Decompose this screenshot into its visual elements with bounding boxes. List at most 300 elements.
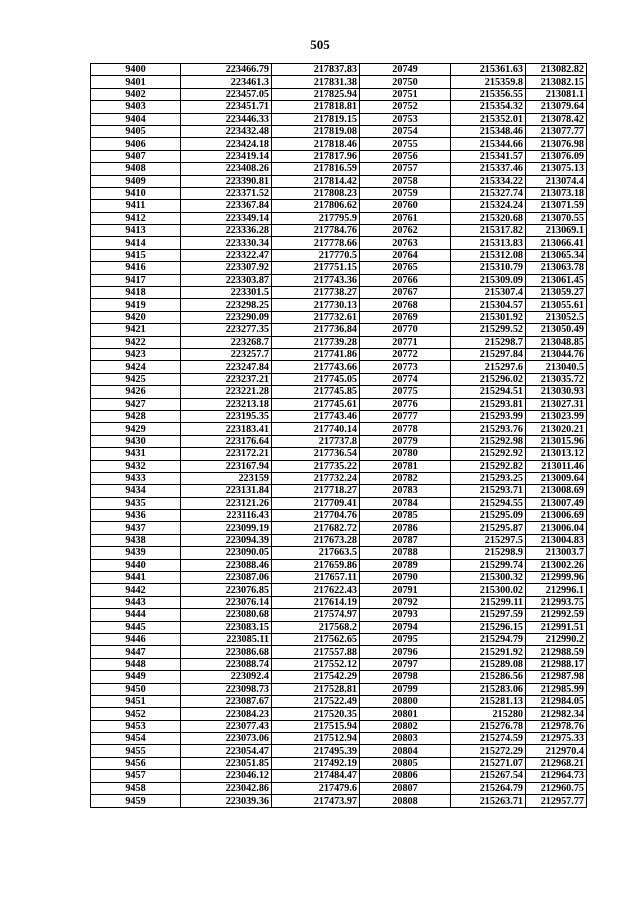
table-row — [91, 287, 587, 299]
cell-y-coordinate: 217473.97 — [272, 795, 360, 808]
cell-y-coordinate-2: 213048.85 — [526, 336, 587, 348]
cell-point-id: 9435 — [91, 497, 181, 509]
cell-x-coordinate: 223371.52 — [181, 187, 272, 199]
cell-y-coordinate: 217745.61 — [272, 398, 360, 410]
cell-point-id-2: 20783 — [360, 485, 451, 497]
cell-y-coordinate: 217622.43 — [272, 584, 360, 596]
cell-y-coordinate: 217738.27 — [272, 287, 360, 299]
cell-x-coordinate-2: 215267.54 — [451, 770, 526, 782]
cell-y-coordinate: 217562.65 — [272, 633, 360, 645]
cell-point-id-2: 20764 — [360, 249, 451, 261]
cell-y-coordinate-2: 213076.09 — [526, 150, 587, 162]
cell-x-coordinate: 223076.85 — [181, 584, 272, 596]
cell-point-id: 9401 — [91, 76, 181, 88]
cell-point-id: 9441 — [91, 572, 181, 584]
cell-x-coordinate: 223054.47 — [181, 745, 272, 757]
cell-y-coordinate-2: 212991.51 — [526, 621, 587, 633]
cell-y-coordinate-2: 212999.96 — [526, 572, 587, 584]
cell-y-coordinate: 217751.15 — [272, 262, 360, 274]
cell-x-coordinate-2: 215286.56 — [451, 671, 526, 683]
cell-point-id: 9414 — [91, 237, 181, 249]
cell-point-id-2: 20753 — [360, 113, 451, 125]
cell-y-coordinate: 217512.94 — [272, 733, 360, 745]
table-row — [91, 88, 587, 100]
cell-x-coordinate: 223257.7 — [181, 348, 272, 360]
cell-x-coordinate-2: 215300.02 — [451, 584, 526, 596]
cell-point-id: 9408 — [91, 163, 181, 175]
cell-point-id: 9412 — [91, 212, 181, 224]
cell-point-id: 9447 — [91, 646, 181, 658]
cell-point-id: 9452 — [91, 708, 181, 720]
cell-point-id: 9438 — [91, 534, 181, 546]
table-row — [91, 534, 587, 546]
cell-point-id-2: 20761 — [360, 212, 451, 224]
cell-point-id-2: 20775 — [360, 386, 451, 398]
cell-point-id-2: 20773 — [360, 361, 451, 373]
cell-y-coordinate-2: 213077.77 — [526, 125, 587, 137]
cell-point-id-2: 20765 — [360, 262, 451, 274]
cell-x-coordinate-2: 215312.08 — [451, 249, 526, 261]
cell-x-coordinate-2: 215294.79 — [451, 633, 526, 645]
table-row — [91, 150, 587, 162]
cell-x-coordinate-2: 215327.74 — [451, 187, 526, 199]
table-row — [91, 621, 587, 633]
cell-y-coordinate: 217831.38 — [272, 76, 360, 88]
cell-point-id-2: 20794 — [360, 621, 451, 633]
cell-y-coordinate-2: 213008.69 — [526, 485, 587, 497]
cell-y-coordinate: 217837.83 — [272, 64, 360, 76]
table-row — [91, 522, 587, 534]
cell-point-id: 9458 — [91, 782, 181, 794]
cell-point-id-2: 20796 — [360, 646, 451, 658]
cell-point-id-2: 20749 — [360, 64, 451, 76]
cell-y-coordinate: 217709.41 — [272, 497, 360, 509]
cell-y-coordinate: 217673.28 — [272, 534, 360, 546]
cell-y-coordinate-2: 213063.78 — [526, 262, 587, 274]
cell-y-coordinate-2: 212957.77 — [526, 795, 587, 808]
cell-x-coordinate: 223080.68 — [181, 609, 272, 621]
cell-y-coordinate-2: 212988.17 — [526, 658, 587, 670]
cell-x-coordinate-2: 215310.79 — [451, 262, 526, 274]
cell-x-coordinate: 223221.28 — [181, 386, 272, 398]
cell-y-coordinate: 217735.22 — [272, 460, 360, 472]
cell-y-coordinate-2: 213075.13 — [526, 163, 587, 175]
cell-y-coordinate: 217819.08 — [272, 125, 360, 137]
cell-y-coordinate: 217743.36 — [272, 274, 360, 286]
cell-x-coordinate-2: 215361.63 — [451, 64, 526, 76]
table-row — [91, 76, 587, 88]
table-row — [91, 113, 587, 125]
cell-x-coordinate-2: 215276.78 — [451, 720, 526, 732]
cell-x-coordinate: 223051.85 — [181, 757, 272, 769]
cell-point-id-2: 20779 — [360, 435, 451, 447]
cell-y-coordinate-2: 213082.15 — [526, 76, 587, 88]
cell-y-coordinate: 217492.19 — [272, 757, 360, 769]
table-row — [91, 695, 587, 707]
table-row — [91, 187, 587, 199]
cell-y-coordinate-2: 213052.5 — [526, 311, 587, 323]
cell-x-coordinate-2: 215280 — [451, 708, 526, 720]
table-row — [91, 572, 587, 584]
cell-x-coordinate: 223466.79 — [181, 64, 272, 76]
cell-x-coordinate-2: 215272.29 — [451, 745, 526, 757]
cell-y-coordinate: 217718.27 — [272, 485, 360, 497]
cell-x-coordinate-2: 215301.92 — [451, 311, 526, 323]
cell-x-coordinate-2: 215348.46 — [451, 125, 526, 137]
cell-point-id: 9426 — [91, 386, 181, 398]
cell-point-id-2: 20793 — [360, 609, 451, 621]
cell-y-coordinate: 217479.6 — [272, 782, 360, 794]
cell-x-coordinate-2: 215324.24 — [451, 200, 526, 212]
table-row — [91, 510, 587, 522]
cell-y-coordinate: 217552.12 — [272, 658, 360, 670]
cell-y-coordinate-2: 213066.41 — [526, 237, 587, 249]
cell-y-coordinate-2: 212960.75 — [526, 782, 587, 794]
table-row — [91, 348, 587, 360]
cell-point-id: 9403 — [91, 101, 181, 113]
cell-point-id-2: 20788 — [360, 547, 451, 559]
table-row — [91, 386, 587, 398]
cell-point-id: 9451 — [91, 695, 181, 707]
table-row — [91, 770, 587, 782]
cell-point-id: 9448 — [91, 658, 181, 670]
cell-point-id: 9450 — [91, 683, 181, 695]
cell-x-coordinate: 223077.43 — [181, 720, 272, 732]
cell-x-coordinate: 223303.87 — [181, 274, 272, 286]
table-row — [91, 200, 587, 212]
cell-y-coordinate: 217736.84 — [272, 324, 360, 336]
table-row — [91, 782, 587, 794]
cell-point-id-2: 20802 — [360, 720, 451, 732]
cell-x-coordinate-2: 215294.51 — [451, 386, 526, 398]
cell-x-coordinate-2: 215292.92 — [451, 448, 526, 460]
cell-point-id-2: 20798 — [360, 671, 451, 683]
cell-y-coordinate: 217784.76 — [272, 225, 360, 237]
cell-point-id-2: 20789 — [360, 559, 451, 571]
cell-y-coordinate-2: 213079.64 — [526, 101, 587, 113]
cell-x-coordinate-2: 215293.25 — [451, 472, 526, 484]
cell-point-id: 9409 — [91, 175, 181, 187]
cell-point-id: 9429 — [91, 423, 181, 435]
cell-point-id-2: 20763 — [360, 237, 451, 249]
cell-point-id: 9432 — [91, 460, 181, 472]
table-row — [91, 633, 587, 645]
table-row — [91, 547, 587, 559]
cell-point-id-2: 20751 — [360, 88, 451, 100]
cell-point-id-2: 20792 — [360, 596, 451, 608]
cell-y-coordinate-2: 213061.45 — [526, 274, 587, 286]
cell-x-coordinate-2: 215309.09 — [451, 274, 526, 286]
table-row — [91, 410, 587, 422]
cell-point-id: 9440 — [91, 559, 181, 571]
table-row — [91, 460, 587, 472]
cell-x-coordinate: 223183.41 — [181, 423, 272, 435]
table-row — [91, 274, 587, 286]
cell-x-coordinate: 223176.64 — [181, 435, 272, 447]
cell-y-coordinate-2: 213035.72 — [526, 373, 587, 385]
cell-y-coordinate: 217778.66 — [272, 237, 360, 249]
cell-point-id-2: 20759 — [360, 187, 451, 199]
cell-y-coordinate-2: 213081.1 — [526, 88, 587, 100]
cell-y-coordinate: 217704.76 — [272, 510, 360, 522]
cell-y-coordinate-2: 212985.99 — [526, 683, 587, 695]
cell-y-coordinate-2: 213059.27 — [526, 287, 587, 299]
cell-point-id-2: 20801 — [360, 708, 451, 720]
cell-x-coordinate: 223390.81 — [181, 175, 272, 187]
cell-x-coordinate-2: 215293.99 — [451, 410, 526, 422]
cell-point-id-2: 20766 — [360, 274, 451, 286]
cell-x-coordinate-2: 215313.83 — [451, 237, 526, 249]
cell-x-coordinate-2: 215297.5 — [451, 534, 526, 546]
cell-y-coordinate-2: 212987.98 — [526, 671, 587, 683]
cell-x-coordinate: 223432.48 — [181, 125, 272, 137]
cell-y-coordinate-2: 213015.96 — [526, 435, 587, 447]
cell-point-id-2: 20797 — [360, 658, 451, 670]
cell-x-coordinate: 223301.5 — [181, 287, 272, 299]
cell-point-id: 9406 — [91, 138, 181, 150]
cell-point-id: 9420 — [91, 311, 181, 323]
cell-y-coordinate-2: 213070.55 — [526, 212, 587, 224]
cell-y-coordinate-2: 212992.59 — [526, 609, 587, 621]
cell-x-coordinate: 223076.14 — [181, 596, 272, 608]
cell-point-id-2: 20800 — [360, 695, 451, 707]
cell-x-coordinate: 223087.06 — [181, 572, 272, 584]
cell-x-coordinate: 223098.73 — [181, 683, 272, 695]
cell-x-coordinate-2: 215263.71 — [451, 795, 526, 808]
cell-point-id-2: 20803 — [360, 733, 451, 745]
cell-point-id-2: 20758 — [360, 175, 451, 187]
cell-y-coordinate: 217659.86 — [272, 559, 360, 571]
cell-x-coordinate-2: 215344.66 — [451, 138, 526, 150]
cell-x-coordinate: 223090.05 — [181, 547, 272, 559]
cell-y-coordinate: 217745.05 — [272, 373, 360, 385]
cell-y-coordinate: 217682.72 — [272, 522, 360, 534]
cell-x-coordinate-2: 215296.15 — [451, 621, 526, 633]
cell-point-id: 9421 — [91, 324, 181, 336]
cell-point-id: 9405 — [91, 125, 181, 137]
cell-y-coordinate-2: 213055.61 — [526, 299, 587, 311]
cell-point-id: 9428 — [91, 410, 181, 422]
table-row — [91, 163, 587, 175]
cell-point-id-2: 20762 — [360, 225, 451, 237]
cell-y-coordinate: 217740.14 — [272, 423, 360, 435]
cell-y-coordinate: 217818.81 — [272, 101, 360, 113]
cell-point-id-2: 20799 — [360, 683, 451, 695]
table-row — [91, 671, 587, 683]
cell-y-coordinate: 217520.35 — [272, 708, 360, 720]
cell-point-id-2: 20795 — [360, 633, 451, 645]
cell-y-coordinate-2: 212975.33 — [526, 733, 587, 745]
cell-point-id: 9437 — [91, 522, 181, 534]
cell-x-coordinate-2: 215298.9 — [451, 547, 526, 559]
cell-x-coordinate: 223039.36 — [181, 795, 272, 808]
cell-x-coordinate: 223446.33 — [181, 113, 272, 125]
cell-y-coordinate-2: 213027.31 — [526, 398, 587, 410]
cell-x-coordinate-2: 215291.92 — [451, 646, 526, 658]
table-row — [91, 423, 587, 435]
table-row — [91, 646, 587, 658]
cell-point-id-2: 20756 — [360, 150, 451, 162]
cell-x-coordinate-2: 215296.02 — [451, 373, 526, 385]
table-row — [91, 125, 587, 137]
cell-point-id-2: 20750 — [360, 76, 451, 88]
cell-x-coordinate: 223322.47 — [181, 249, 272, 261]
cell-point-id-2: 20776 — [360, 398, 451, 410]
cell-x-coordinate: 223086.68 — [181, 646, 272, 658]
cell-point-id-2: 20804 — [360, 745, 451, 757]
cell-x-coordinate-2: 215354.32 — [451, 101, 526, 113]
cell-point-id: 9423 — [91, 348, 181, 360]
cell-point-id: 9416 — [91, 262, 181, 274]
cell-x-coordinate: 223330.34 — [181, 237, 272, 249]
cell-point-id: 9453 — [91, 720, 181, 732]
cell-y-coordinate: 217806.62 — [272, 200, 360, 212]
cell-point-id-2: 20790 — [360, 572, 451, 584]
cell-point-id: 9404 — [91, 113, 181, 125]
cell-x-coordinate-2: 215299.74 — [451, 559, 526, 571]
cell-point-id-2: 20781 — [360, 460, 451, 472]
cell-point-id: 9456 — [91, 757, 181, 769]
cell-x-coordinate-2: 215293.81 — [451, 398, 526, 410]
table-row — [91, 708, 587, 720]
cell-x-coordinate-2: 215274.59 — [451, 733, 526, 745]
cell-point-id: 9449 — [91, 671, 181, 683]
cell-x-coordinate: 223088.46 — [181, 559, 272, 571]
table-row — [91, 683, 587, 695]
table-row — [91, 435, 587, 447]
table-row — [91, 225, 587, 237]
cell-x-coordinate: 223099.19 — [181, 522, 272, 534]
cell-x-coordinate-2: 215292.82 — [451, 460, 526, 472]
cell-x-coordinate-2: 215271.07 — [451, 757, 526, 769]
cell-x-coordinate: 223336.28 — [181, 225, 272, 237]
cell-point-id: 9417 — [91, 274, 181, 286]
cell-y-coordinate-2: 213007.49 — [526, 497, 587, 509]
cell-y-coordinate-2: 212993.75 — [526, 596, 587, 608]
cell-x-coordinate: 223167.94 — [181, 460, 272, 472]
cell-point-id: 9454 — [91, 733, 181, 745]
cell-point-id: 9402 — [91, 88, 181, 100]
coordinate-table — [90, 63, 587, 808]
cell-y-coordinate: 217743.46 — [272, 410, 360, 422]
cell-x-coordinate-2: 215294.55 — [451, 497, 526, 509]
cell-x-coordinate: 223073.06 — [181, 733, 272, 745]
cell-point-id: 9410 — [91, 187, 181, 199]
cell-point-id-2: 20782 — [360, 472, 451, 484]
cell-y-coordinate: 217770.5 — [272, 249, 360, 261]
cell-x-coordinate-2: 215337.46 — [451, 163, 526, 175]
table-row — [91, 745, 587, 757]
table-row — [91, 658, 587, 670]
table-row — [91, 398, 587, 410]
cell-x-coordinate-2: 215281.13 — [451, 695, 526, 707]
cell-x-coordinate: 223088.74 — [181, 658, 272, 670]
cell-x-coordinate: 223451.71 — [181, 101, 272, 113]
cell-y-coordinate: 217814.42 — [272, 175, 360, 187]
cell-y-coordinate: 217557.88 — [272, 646, 360, 658]
cell-y-coordinate: 217732.24 — [272, 472, 360, 484]
cell-point-id-2: 20778 — [360, 423, 451, 435]
cell-x-coordinate: 223094.39 — [181, 534, 272, 546]
cell-y-coordinate: 217495.39 — [272, 745, 360, 757]
cell-y-coordinate-2: 212982.34 — [526, 708, 587, 720]
page-number: 505 — [310, 37, 330, 52]
cell-point-id-2: 20760 — [360, 200, 451, 212]
cell-y-coordinate-2: 213004.83 — [526, 534, 587, 546]
cell-point-id-2: 20805 — [360, 757, 451, 769]
table-row — [91, 262, 587, 274]
cell-y-coordinate-2: 213011.46 — [526, 460, 587, 472]
cell-point-id: 9430 — [91, 435, 181, 447]
cell-y-coordinate: 217739.28 — [272, 336, 360, 348]
cell-x-coordinate: 223424.18 — [181, 138, 272, 150]
cell-y-coordinate-2: 212964.73 — [526, 770, 587, 782]
cell-y-coordinate: 217732.61 — [272, 311, 360, 323]
table-row — [91, 733, 587, 745]
table-row — [91, 212, 587, 224]
cell-point-id-2: 20757 — [360, 163, 451, 175]
table-row — [91, 472, 587, 484]
cell-point-id-2: 20774 — [360, 373, 451, 385]
cell-point-id-2: 20769 — [360, 311, 451, 323]
cell-x-coordinate-2: 215283.06 — [451, 683, 526, 695]
cell-x-coordinate: 223092.4 — [181, 671, 272, 683]
cell-x-coordinate-2: 215289.08 — [451, 658, 526, 670]
cell-x-coordinate: 223087.67 — [181, 695, 272, 707]
cell-x-coordinate-2: 215297.6 — [451, 361, 526, 373]
cell-y-coordinate: 217736.54 — [272, 448, 360, 460]
cell-y-coordinate-2: 213069.1 — [526, 225, 587, 237]
table-row — [91, 448, 587, 460]
cell-x-coordinate-2: 215317.82 — [451, 225, 526, 237]
cell-y-coordinate-2: 212970.4 — [526, 745, 587, 757]
table-row — [91, 584, 587, 596]
cell-y-coordinate-2: 213074.4 — [526, 175, 587, 187]
cell-x-coordinate: 223195.35 — [181, 410, 272, 422]
cell-y-coordinate-2: 213023.99 — [526, 410, 587, 422]
cell-x-coordinate-2: 215359.8 — [451, 76, 526, 88]
cell-y-coordinate-2: 213073.18 — [526, 187, 587, 199]
cell-y-coordinate-2: 213050.49 — [526, 324, 587, 336]
cell-y-coordinate-2: 213013.12 — [526, 448, 587, 460]
cell-point-id-2: 20784 — [360, 497, 451, 509]
cell-y-coordinate-2: 213003.7 — [526, 547, 587, 559]
cell-point-id-2: 20777 — [360, 410, 451, 422]
cell-y-coordinate-2: 213065.34 — [526, 249, 587, 261]
cell-x-coordinate: 223461.3 — [181, 76, 272, 88]
cell-x-coordinate-2: 215298.7 — [451, 336, 526, 348]
table-row — [91, 336, 587, 348]
cell-y-coordinate: 217730.13 — [272, 299, 360, 311]
cell-y-coordinate-2: 213020.21 — [526, 423, 587, 435]
cell-y-coordinate-2: 213078.42 — [526, 113, 587, 125]
cell-y-coordinate-2: 213076.98 — [526, 138, 587, 150]
cell-x-coordinate: 223367.84 — [181, 200, 272, 212]
table-row — [91, 559, 587, 571]
cell-x-coordinate: 223268.7 — [181, 336, 272, 348]
cell-x-coordinate-2: 215293.71 — [451, 485, 526, 497]
cell-point-id: 9413 — [91, 225, 181, 237]
cell-point-id-2: 20770 — [360, 324, 451, 336]
cell-y-coordinate: 217522.49 — [272, 695, 360, 707]
cell-x-coordinate-2: 215264.79 — [451, 782, 526, 794]
cell-x-coordinate-2: 215300.32 — [451, 572, 526, 584]
cell-x-coordinate: 223349.14 — [181, 212, 272, 224]
table-body — [91, 64, 587, 808]
table-row — [91, 311, 587, 323]
cell-y-coordinate-2: 213071.59 — [526, 200, 587, 212]
cell-y-coordinate-2: 213002.26 — [526, 559, 587, 571]
